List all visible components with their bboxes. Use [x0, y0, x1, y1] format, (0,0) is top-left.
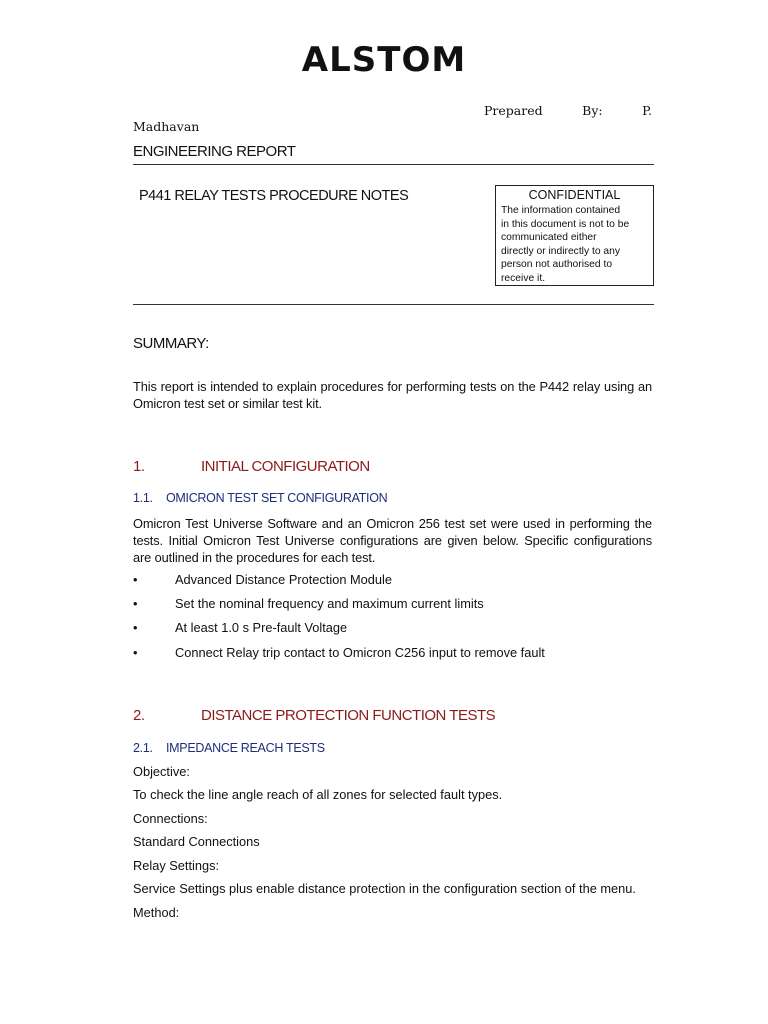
list-item: • Advanced Distance Protection Module: [133, 572, 392, 587]
subsection-title: IMPEDANCE REACH TESTS: [166, 741, 325, 755]
section-title: DISTANCE PROTECTION FUNCTION TESTS: [201, 707, 496, 724]
confidential-line: receive it.: [501, 272, 546, 284]
list-item-text: Advanced Distance Protection Module: [175, 572, 392, 587]
list-item-text: Connect Relay trip contact to Omicron C256 input to remove fault: [175, 645, 545, 660]
author-initial: P.: [642, 103, 652, 118]
summary-text: This report is intended to explain procedures for performing tests on the P442 relay using an Omicron test set or similar test kit.: [133, 379, 652, 411]
confidential-line: in this document is not to be: [501, 218, 630, 230]
confidential-box: [495, 185, 654, 286]
confidential-title: CONFIDENTIAL: [528, 188, 621, 202]
alstom-logo: ALSTOM: [301, 40, 467, 80]
method-label: Method:: [133, 905, 180, 920]
list-item: • Connect Relay trip contact to Omicron C256 input to remove fault: [133, 645, 545, 660]
subsection-number: 2.1.: [133, 741, 153, 755]
section-1-text: Omicron Test Universe Software and an Omicron 256 test set were used in performing the tests. Initial Omicron Test Universe configurations are given below. Specific configurations are outlined in the procedures for each test.: [133, 516, 652, 565]
subsection-title: OMICRON TEST SET CONFIGURATION: [166, 491, 388, 505]
summary-heading: SUMMARY:: [133, 335, 209, 352]
confidential-line: directly or indirectly to any: [501, 245, 621, 257]
section-1-heading: [133, 458, 370, 475]
connections-label: Connections:: [133, 811, 208, 826]
relay-settings-text: Service Settings plus enable distance protection in the configuration section of the menu.: [133, 881, 636, 896]
objective-label: Objective:: [133, 764, 190, 779]
confidential-line: The information contained: [501, 205, 621, 216]
list-item: • Set the nominal frequency and maximum current limits: [133, 596, 484, 611]
author-name: Madhavan: [133, 119, 200, 134]
list-item-text: Set the nominal frequency and maximum current limits: [175, 596, 484, 611]
connections-text: Standard Connections: [133, 834, 260, 849]
list-item: • At least 1.0 s Pre-fault Voltage: [133, 620, 348, 635]
subsection-number: 1.1.: [133, 491, 153, 505]
relay-settings-label: Relay Settings:: [133, 858, 220, 873]
section-number: 1.: [133, 458, 145, 475]
confidential-line: person not authorised to: [501, 259, 613, 271]
confidential-line: communicated either: [501, 232, 597, 244]
confidential-text: [501, 204, 648, 286]
section-title: INITIAL CONFIGURATION: [201, 458, 370, 475]
by-label: By:: [582, 103, 603, 118]
prepared-label: Prepared: [484, 103, 543, 118]
objective-text: To check the line angle reach of all zones for selected fault types.: [133, 787, 503, 802]
divider-bottom: [133, 304, 654, 305]
report-type: ENGINEERING REPORT: [133, 143, 296, 160]
section-2-heading: [133, 707, 495, 724]
section-1-1-heading: [133, 491, 387, 505]
list-item-text: At least 1.0 s Pre-fault Voltage: [175, 620, 348, 635]
prepared-by-line: [484, 103, 652, 118]
section-2-1-heading: [133, 741, 325, 755]
document-title: P441 RELAY TESTS PROCEDURE NOTES: [139, 188, 409, 204]
divider-top: [133, 164, 654, 165]
section-number: 2.: [133, 707, 145, 724]
